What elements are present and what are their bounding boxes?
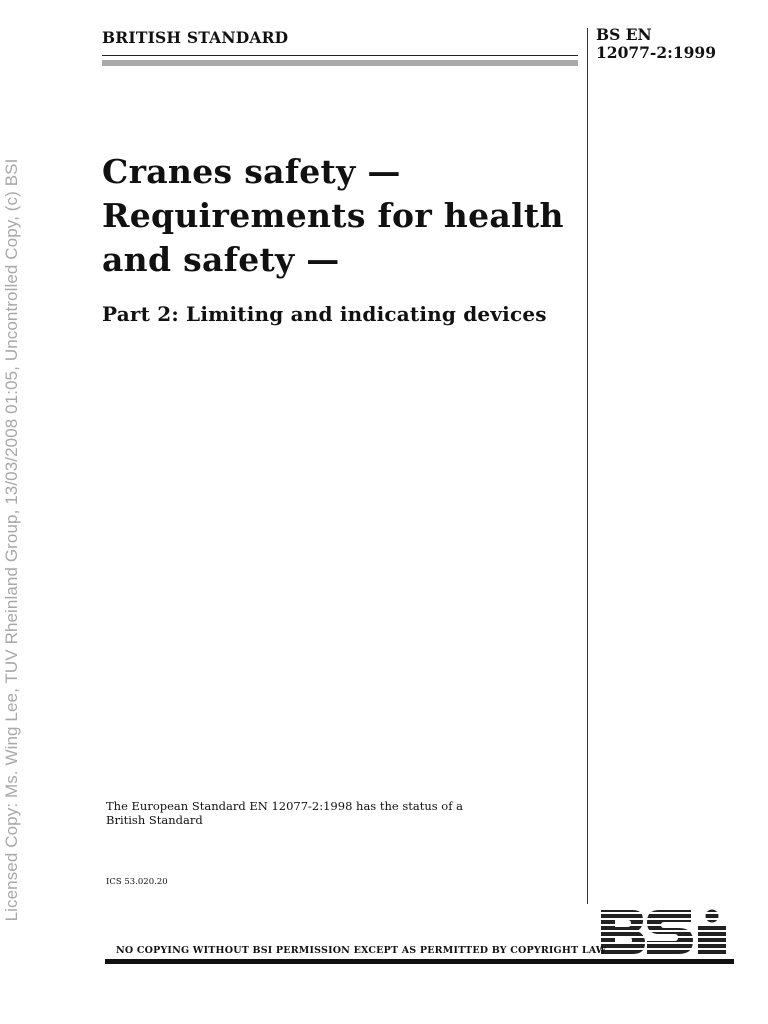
- status-line-2: British Standard: [106, 813, 203, 827]
- license-watermark-text: Licensed Copy: Ms. Wing Lee, TUV Rheinland Group, 13/03/2008 01:05, Uncontrolled Copy, (c) BSI: [2, 158, 21, 922]
- footer-rule: [105, 959, 734, 964]
- standard-number-line2: 12077-2:1999: [596, 43, 717, 62]
- standard-number: [596, 26, 716, 62]
- header-rule-thin: [102, 55, 578, 56]
- title-line-1: Cranes safety —: [102, 152, 401, 191]
- ics-code: ICS 53.020.20: [106, 877, 168, 887]
- title-line-3: and safety —: [102, 240, 340, 279]
- status-statement: [106, 799, 466, 827]
- copyright-notice: NO COPYING WITHOUT BSI PERMISSION EXCEPT AS PERMITTED BY COPYRIGHT LAW: [116, 945, 607, 956]
- document-type-label: BRITISH STANDARD: [102, 28, 289, 47]
- license-watermark: [0, 0, 24, 1024]
- document-title: [102, 150, 572, 282]
- status-line-1: The European Standard EN 12077-2:1998 has the status of a: [106, 799, 463, 813]
- document-subtitle: Part 2: Limiting and indicating devices: [102, 302, 547, 326]
- header-rule-thick: [102, 60, 578, 66]
- bsi-logo: [599, 908, 734, 956]
- standard-number-line1: BS EN: [596, 25, 652, 44]
- vertical-divider: [587, 28, 588, 904]
- title-line-2: Requirements for health: [102, 196, 564, 235]
